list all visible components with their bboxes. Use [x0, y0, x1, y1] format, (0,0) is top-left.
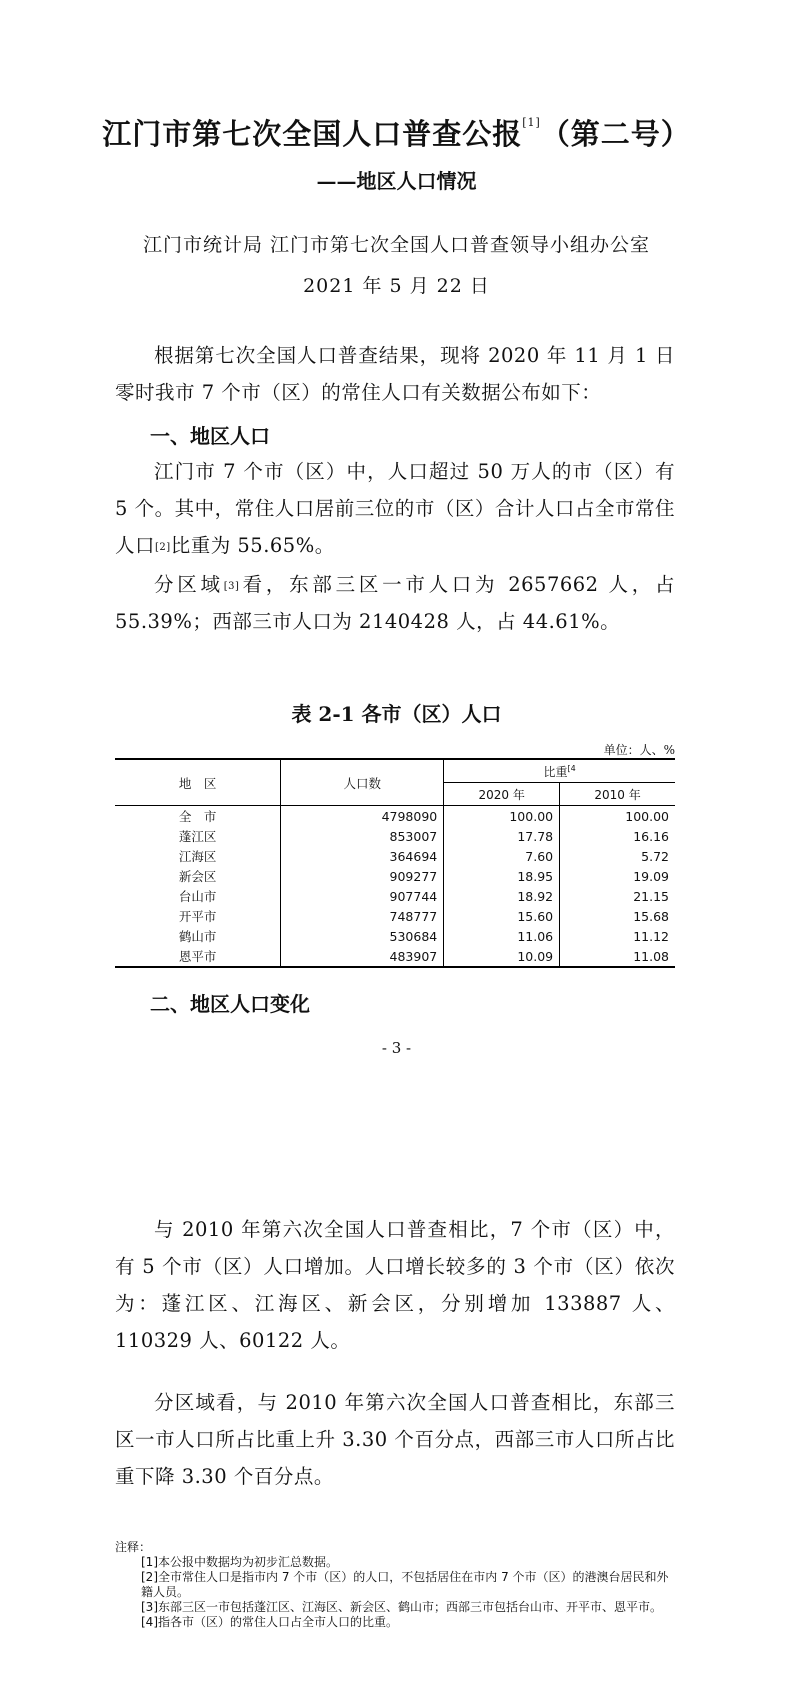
table-row [115, 926, 675, 946]
section1-paragraph-2 [115, 566, 675, 640]
row-share-2020: 15.60 [444, 906, 560, 926]
title-suffix: （第二号） [540, 117, 691, 151]
section1-p1-text-a: 江门市 7 个市（区）中，人口超过 50 万人的市（区）有 5 个。其中，常住人口居前三位的市（区）合计人口占全市常住人口 [115, 460, 675, 557]
section2-p2-text: 分区域看，与 2010 年第六次全国人口普查相比，东部三区一市人口所占比重上升 3.30 个百分点，西部三市人口所占比重下降 3.30 个百分点。 [115, 1391, 675, 1488]
row-share-2010: 11.12 [633, 928, 669, 944]
table-row [115, 946, 675, 967]
title-main: 江门市第七次全国人口普查公报 [102, 117, 523, 151]
row-region: 全 市 [115, 806, 281, 827]
row-region: 江海区 [115, 846, 281, 866]
intro-paragraph [115, 337, 675, 411]
row-region: 恩平市 [115, 946, 281, 967]
table-row [115, 826, 675, 846]
header-2010: 2010 年 [560, 783, 675, 806]
row-share-2010: 5.72 [641, 848, 669, 864]
footnote-2: [2]全市常住人口是指市内 7 个市（区）的人口，不包括居住在市内 7 个市（区）的港澳台居民和外籍人员。 [141, 1570, 669, 1599]
table-row [115, 906, 675, 926]
footnotes [115, 1540, 675, 1630]
header-share-label: 比重 [543, 764, 568, 779]
table-row [115, 886, 675, 906]
section-heading-population-change: 二、地区人口变化 [150, 992, 310, 1016]
row-population: 483907 [281, 946, 444, 967]
row-population: 909277 [281, 866, 444, 886]
row-region: 新会区 [115, 866, 281, 886]
row-population: 907744 [281, 886, 444, 906]
bulletin-subtitle: ——地区人口情况 [316, 169, 477, 193]
row-region: 鹤山市 [115, 926, 281, 946]
row-share-2020: 18.95 [444, 866, 560, 886]
table-title: 表 2-1 各市（区）人口 [291, 702, 502, 726]
row-share-2020: 11.06 [444, 926, 560, 946]
section-heading-regional-population: 一、地区人口 [150, 424, 270, 448]
row-share-2010: 19.09 [633, 868, 669, 884]
row-share-2010: 16.16 [633, 828, 669, 844]
header-share [444, 759, 675, 783]
row-region: 蓬江区 [115, 826, 281, 846]
row-share-2010: 11.08 [560, 946, 675, 967]
row-region: 台山市 [115, 886, 281, 906]
footnote-ref-2[interactable]: [2] [155, 542, 171, 553]
row-region: 开平市 [115, 906, 281, 926]
header-region: 地 区 [115, 759, 281, 806]
row-share-2020: 17.78 [444, 826, 560, 846]
section2-paragraph-1 [115, 1211, 675, 1359]
row-population: 364694 [281, 846, 444, 866]
section1-p2-text-a: 分区域 [154, 573, 224, 596]
row-share-2010: 21.15 [633, 888, 669, 904]
table-unit: 单位：人、% [603, 743, 675, 757]
row-population: 4798090 [281, 806, 444, 827]
footnote-1: [1]本公报中数据均为初步汇总数据。 [141, 1555, 338, 1569]
row-population: 853007 [281, 826, 444, 846]
section2-paragraph-2 [115, 1384, 675, 1495]
row-share-2010: 100.00 [625, 808, 669, 824]
table-row [115, 846, 675, 866]
footnote-4: [4]指各市（区）的常住人口占全市人口的比重。 [141, 1615, 398, 1629]
table-row [115, 866, 675, 886]
issuer-line: 江门市统计局 江门市第七次全国人口普查领导小组办公室 [142, 234, 651, 256]
section1-paragraph-1 [115, 453, 675, 564]
row-share-2020: 18.92 [444, 886, 560, 906]
row-population: 530684 [281, 926, 444, 946]
row-population: 748777 [281, 906, 444, 926]
footnote-ref-3[interactable]: [3] [223, 581, 240, 592]
row-share-2020: 100.00 [444, 806, 560, 827]
population-table [115, 758, 675, 968]
footnotes-label: 注释： [115, 1540, 152, 1554]
issue-date: 2021 年 5 月 22 日 [303, 275, 490, 297]
table-row-total [115, 806, 675, 827]
bulletin-title [0, 112, 793, 153]
footnote-3: [3]东部三区一市包括蓬江区、江海区、新会区、鹤山市；西部三市包括台山市、开平市、恩平市。 [141, 1600, 663, 1614]
intro-text: 根据第七次全国人口普查结果，现将 2020 年 11 月 1 日零时我市 7 个市（区）的常住人口有关数据公布如下： [115, 344, 675, 404]
page-number: - 3 - [381, 1039, 412, 1057]
title-footnote-ref[interactable]: [1] [522, 116, 541, 129]
row-share-2020: 10.09 [444, 946, 560, 967]
header-population: 人口数 [281, 759, 444, 806]
row-share-2020: 7.60 [444, 846, 560, 866]
section2-p1-text: 与 2010 年第六次全国人口普查相比，7 个市（区）中，有 5 个市（区）人口增加。人口增长较多的 3 个市（区）依次为：蓬江区、江海区、新会区，分别增加 133887 人、110329 人、60122 人。 [115, 1218, 675, 1352]
section1-p1-text-b: 比重为 55.65%。 [170, 534, 335, 557]
header-2020: 2020 年 [444, 783, 560, 806]
section1-p2-text-b: 看，东部三区一市人口为 2657662 人，占 55.39%；西部三市人口为 2140428 人，占 44.61%。 [115, 573, 675, 633]
footnote-ref-4[interactable]: [4 [567, 763, 576, 773]
row-share-2010: 15.68 [633, 908, 669, 924]
